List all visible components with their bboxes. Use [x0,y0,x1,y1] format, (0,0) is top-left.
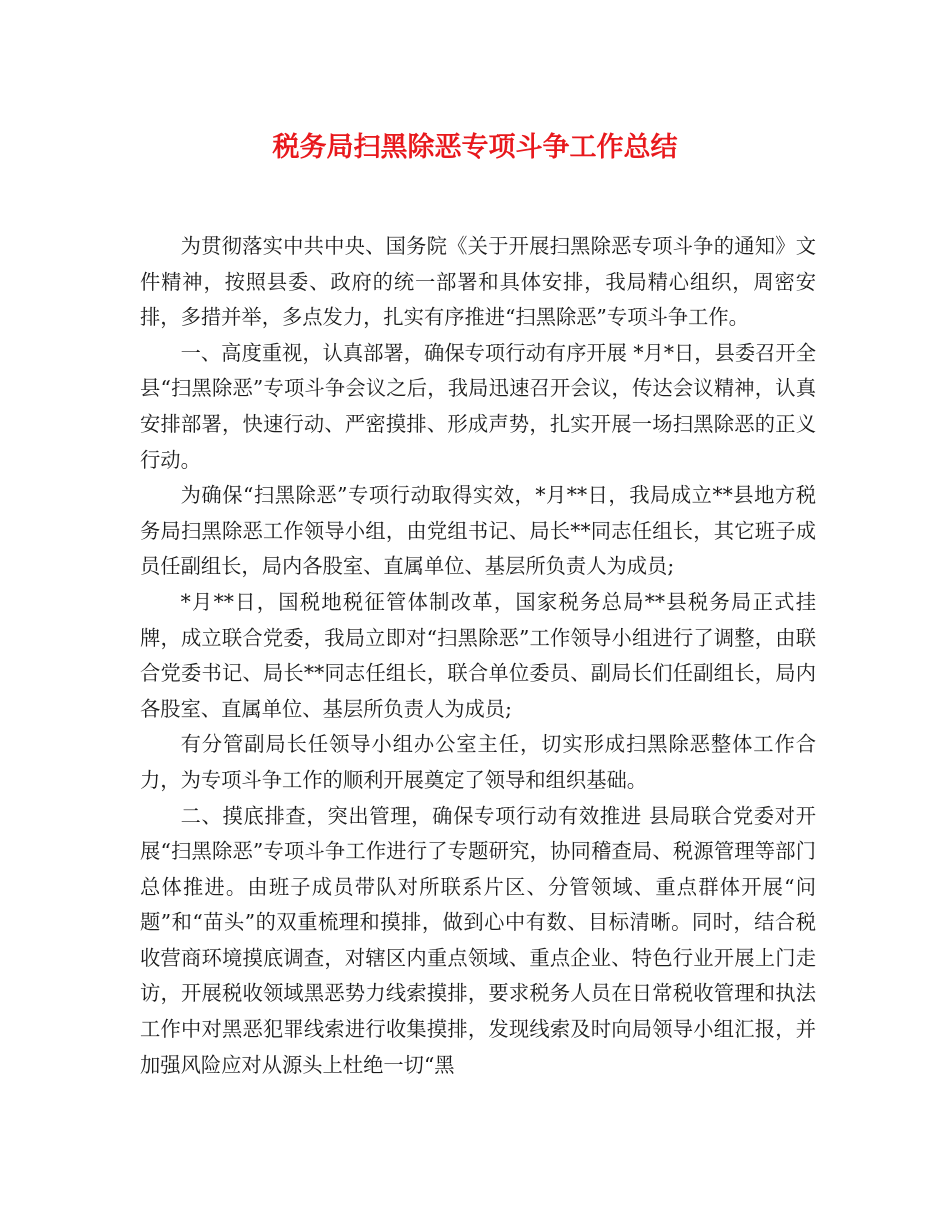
paragraph-intro: 为贯彻落实中共中央、国务院《关于开展扫黑除恶专项斗争的通知》文件精神，按照县委、政府的统一部署和具体安排，我局精心组织，周密安排，多措并举，多点发力，扎实有序推进“扫黑除恶”专项斗争工作。 [140,234,816,330]
paragraph-leading-group: 为确保“扫黑除恶”专项行动取得实效，*月**日，我局成立**县地方税务局扫黑除恶工作领导小组，由党组书记、局长**同志任组长，其它班子成员任副组长，局内各股室、直属单位、基层所负责人为成员; [140,483,816,579]
document-body [140,229,816,1083]
paragraph-group-adjustment: *月**日，国税地税征管体制改革，国家税务总局**县税务局正式挂牌，成立联合党委，我局立即对“扫黑除恶”工作领导小组进行了调整，由联合党委书记、局长**同志任组长，联合单位委员、副局长们任副组长，局内各股室、直属单位、基层所负责人为成员; [140,589,816,721]
paragraph-section-one: 一、高度重视，认真部署，确保专项行动有序开展 *月*日，县委召开全县“扫黑除恶”专项斗争会议之后，我局迅速召开会议，传达会议精神，认真安排部署，快速行动、严密摸排、形成声势，扎实开展一场扫黑除恶的正义行动。 [140,340,816,472]
paragraph-section-two: 二、摸底排查，突出管理，确保专项行动有效推进 县局联合党委对开展“扫黑除恶”专项斗争工作进行了专题研究，协同稽查局、税源管理等部门总体推进。由班子成员带队对所联系片区、分管领域、重点群体开展“问题”和“苗头”的双重梳理和摸排，做到心中有数、目标清晰。同时，结合税收营商环境摸底调查，对辖区内重点领域、重点企业、特色行业开展上门走访，开展税收领域黑恶势力线索摸排，要求税务人员在日常税收管理和执法工作中对黑恶犯罪线索进行收集摸排，发现线索及时向局领导小组汇报，并加强风险应对从源头上杜绝一切“黑 [140,803,816,1077]
paragraph-office-director: 有分管副局长任领导小组办公室主任，切实形成扫黑除恶整体工作合力，为专项斗争工作的顺利开展奠定了领导和组织基础。 [140,732,816,792]
document-title: 税务局扫黑除恶专项斗争工作总结 [272,132,678,163]
